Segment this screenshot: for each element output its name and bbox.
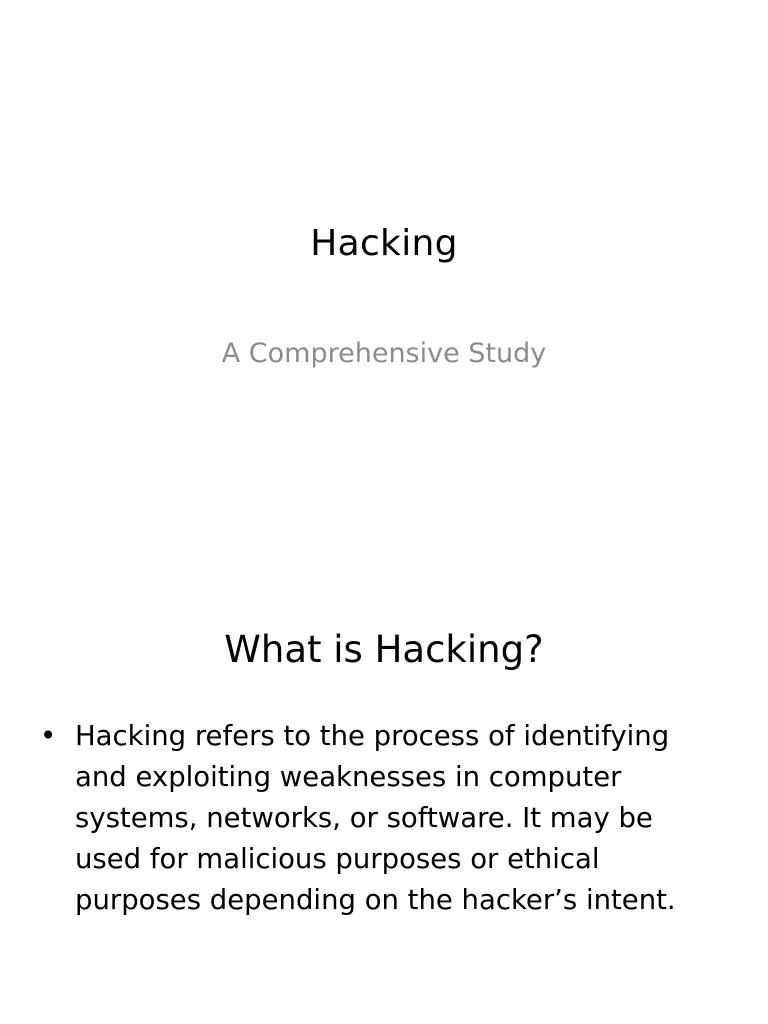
- slide-title: Hacking: [310, 223, 458, 264]
- list-item: [36, 716, 736, 921]
- slide-subtitle: A Comprehensive Study: [221, 338, 547, 369]
- bullet-list: [36, 716, 736, 921]
- section-heading: What is Hacking?: [224, 628, 544, 671]
- bullet-marker: •: [40, 720, 57, 752]
- bullet-text: Hacking refers to the process of identifying and exploiting weaknesses in computer systems, networks, or software. It may be used for malicious purposes or ethical purposes depending on the hacker’s intent.: [75, 720, 676, 916]
